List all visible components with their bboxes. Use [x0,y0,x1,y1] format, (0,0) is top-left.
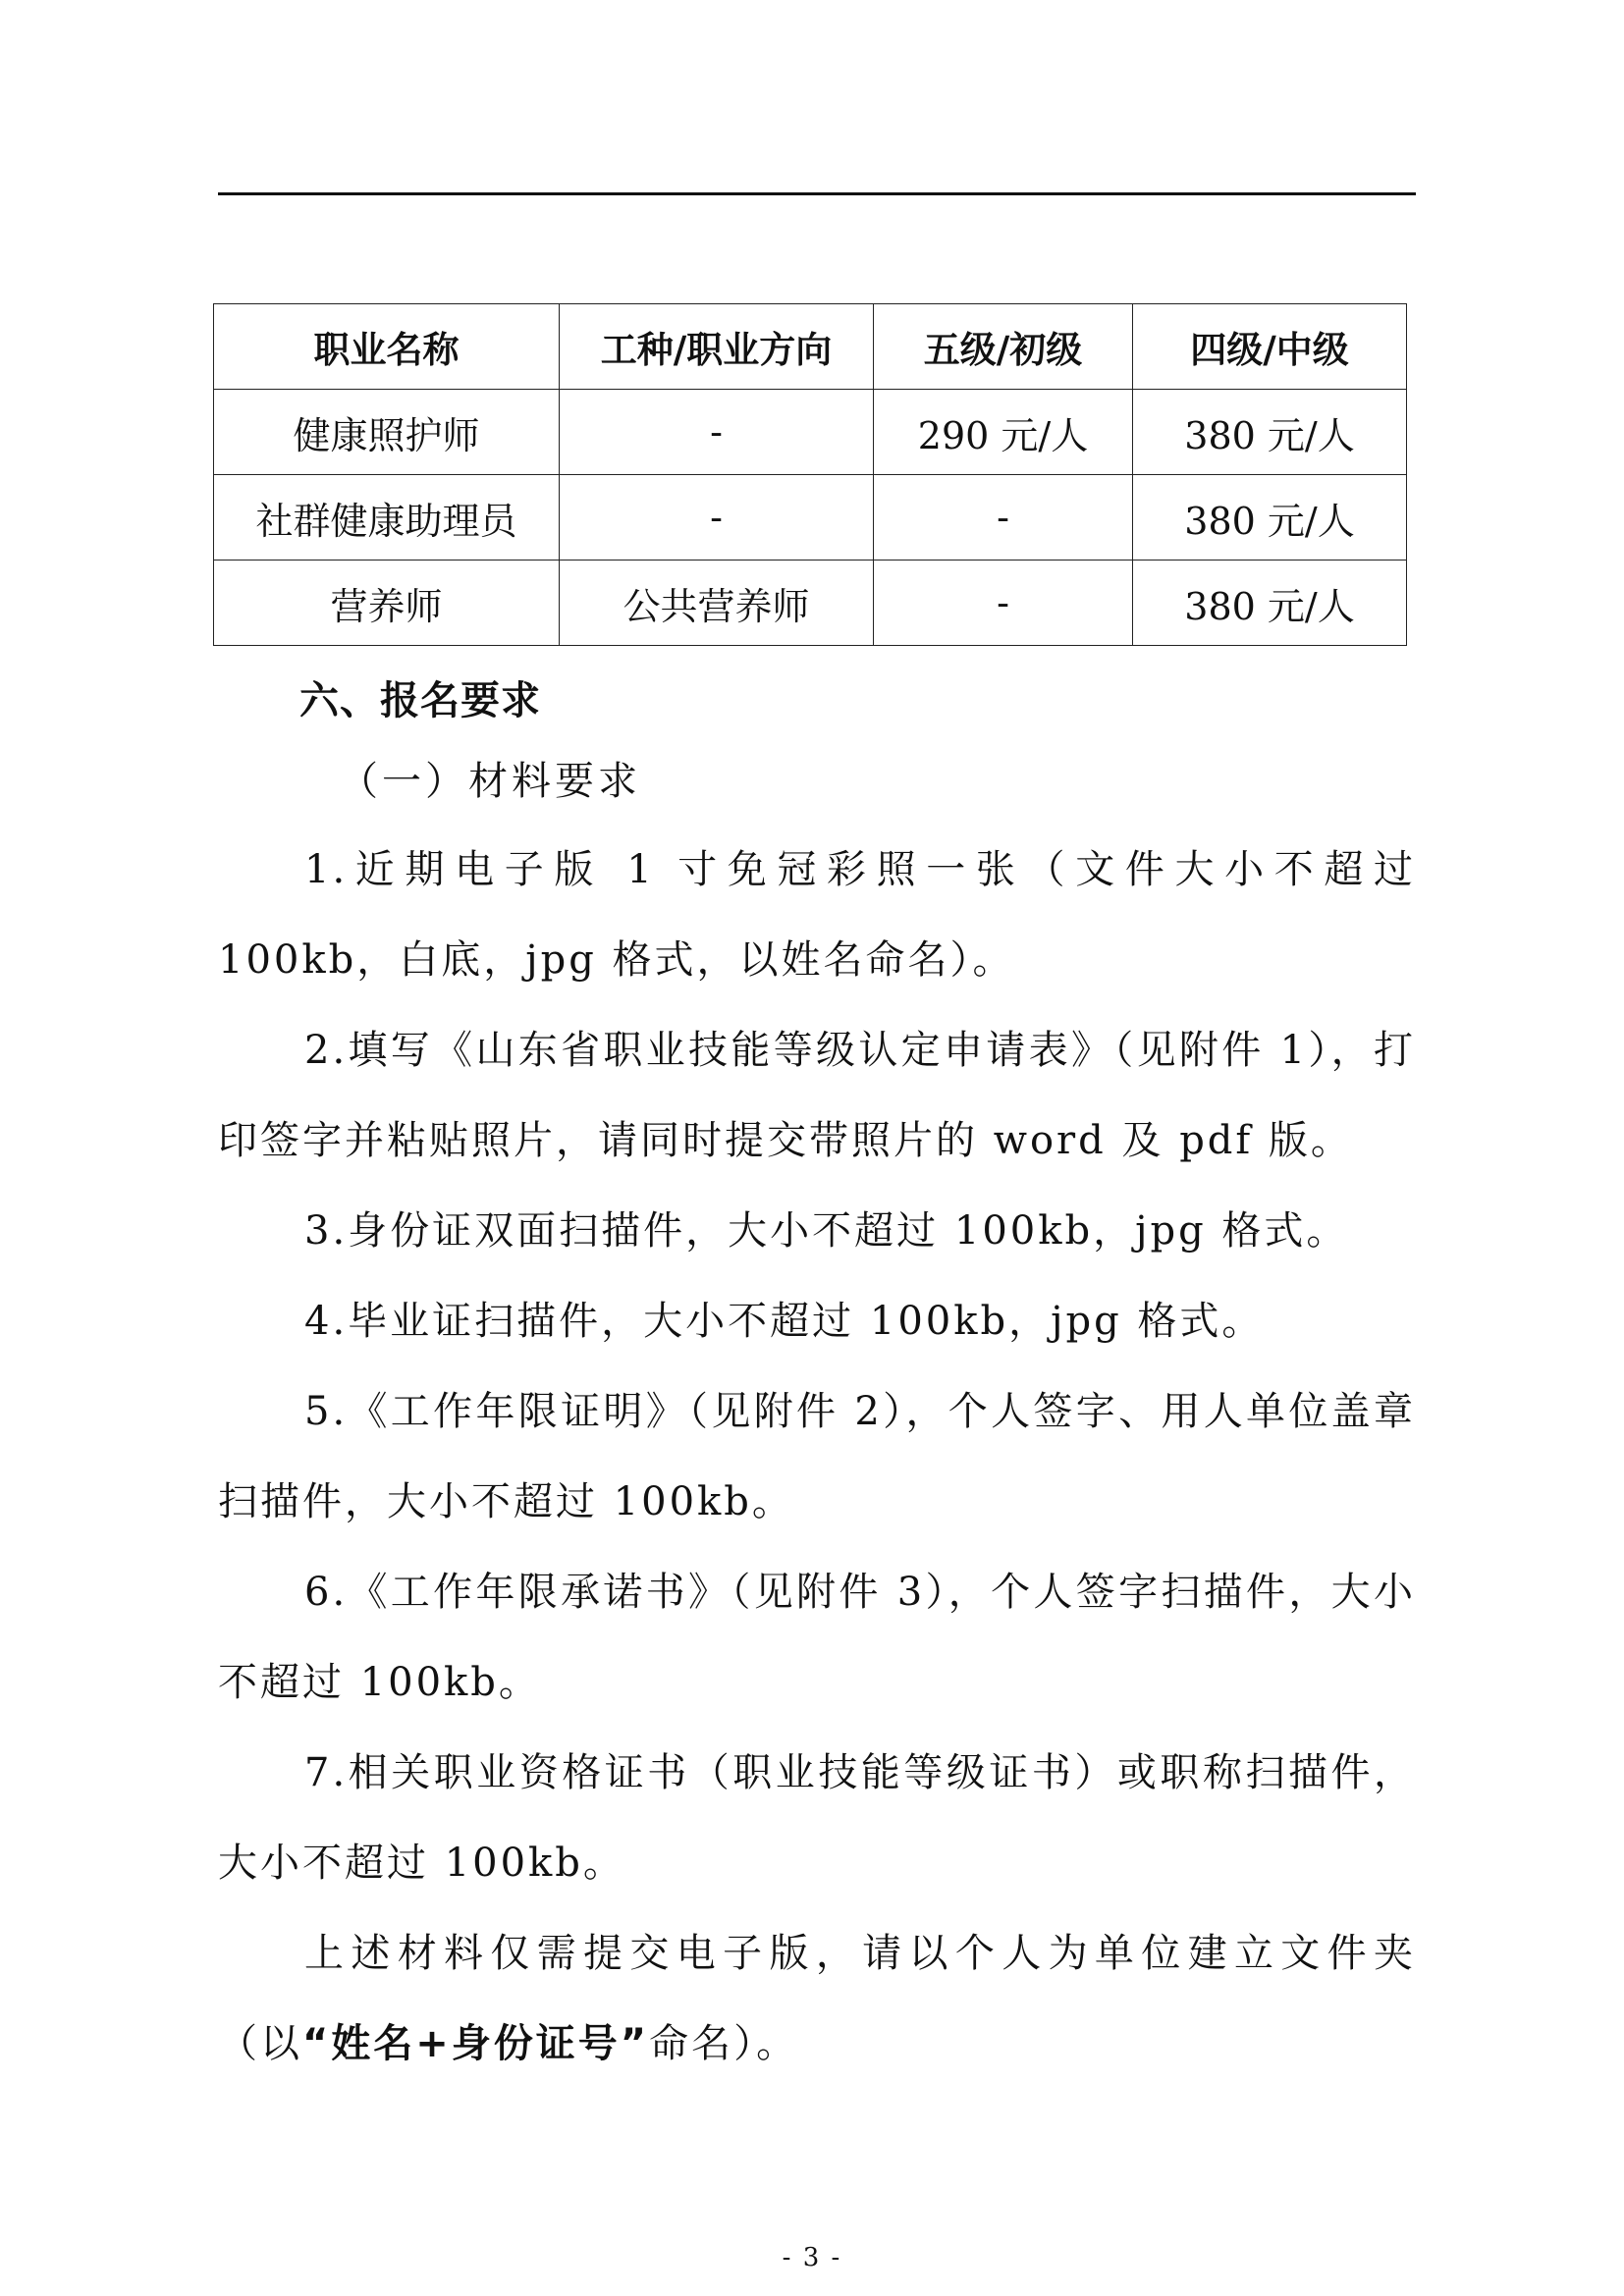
header-occupation: 职业名称 [214,304,560,390]
table-cell: 380 元/人 [1133,475,1407,561]
table-cell: 健康照护师 [214,390,560,475]
table-header-row [214,304,1407,390]
requirement-item-7: 7.相关职业资格证书（职业技能等级证书）或职称扫描件，大小不超过 100kb。 [218,1750,1416,1886]
requirement-item-2: 2.填写《山东省职业技能等级认定申请表》（见附件 1），打印签字并粘贴照片，请同时提交带照片的 word 及 pdf 版。 [218,1028,1416,1163]
fee-table [213,303,1407,646]
table-row [214,390,1407,475]
closing-emphasis: “姓名+身份证号” [302,2021,650,2066]
table-row [214,475,1407,561]
table-cell: 营养师 [214,561,560,646]
header-level-five: 五级/初级 [874,304,1133,390]
table-cell: - [874,561,1133,646]
closing-text-end: 命名）。 [649,2021,799,2066]
table-cell: - [560,475,874,561]
table-cell: 290 元/人 [874,390,1133,475]
table-cell: - [560,390,874,475]
table-cell: 公共营养师 [560,561,874,646]
closing-paragraph [218,1908,1416,2089]
table-row [214,561,1407,646]
section-subheading: （一）材料要求 [339,759,641,804]
section-heading: 六、报名要求 [299,678,541,723]
requirement-item-5: 5.《工作年限证明》（见附件 2），个人签字、用人单位盖章扫描件，大小不超过 100kb。 [218,1389,1416,1524]
header-level-four: 四级/中级 [1133,304,1407,390]
header-rule [218,192,1416,195]
requirement-item-6: 6.《工作年限承诺书》（见附件 3），个人签字扫描件，大小不超过 100kb。 [218,1570,1416,1705]
table-cell: - [874,475,1133,561]
requirement-item-1: 1.近期电子版 1 寸免冠彩照一张（文件大小不超过 100kb，白底，jpg 格式，以姓名命名）。 [218,847,1416,983]
table-cell: 380 元/人 [1133,390,1407,475]
closing-text: 上述材料仅需提交电子版，请以个人为单位建立文件夹（以 [218,1931,1416,2066]
requirement-item-3: 3.身份证双面扫描件，大小不超过 100kb，jpg 格式。 [304,1208,1349,1254]
header-job-direction: 工种/职业方向 [560,304,874,390]
table-cell: 380 元/人 [1133,561,1407,646]
table-cell: 社群健康助理员 [214,475,560,561]
page-number: - 3 - [782,2243,842,2272]
requirement-item-4: 4.毕业证扫描件，大小不超过 100kb，jpg 格式。 [304,1299,1265,1344]
